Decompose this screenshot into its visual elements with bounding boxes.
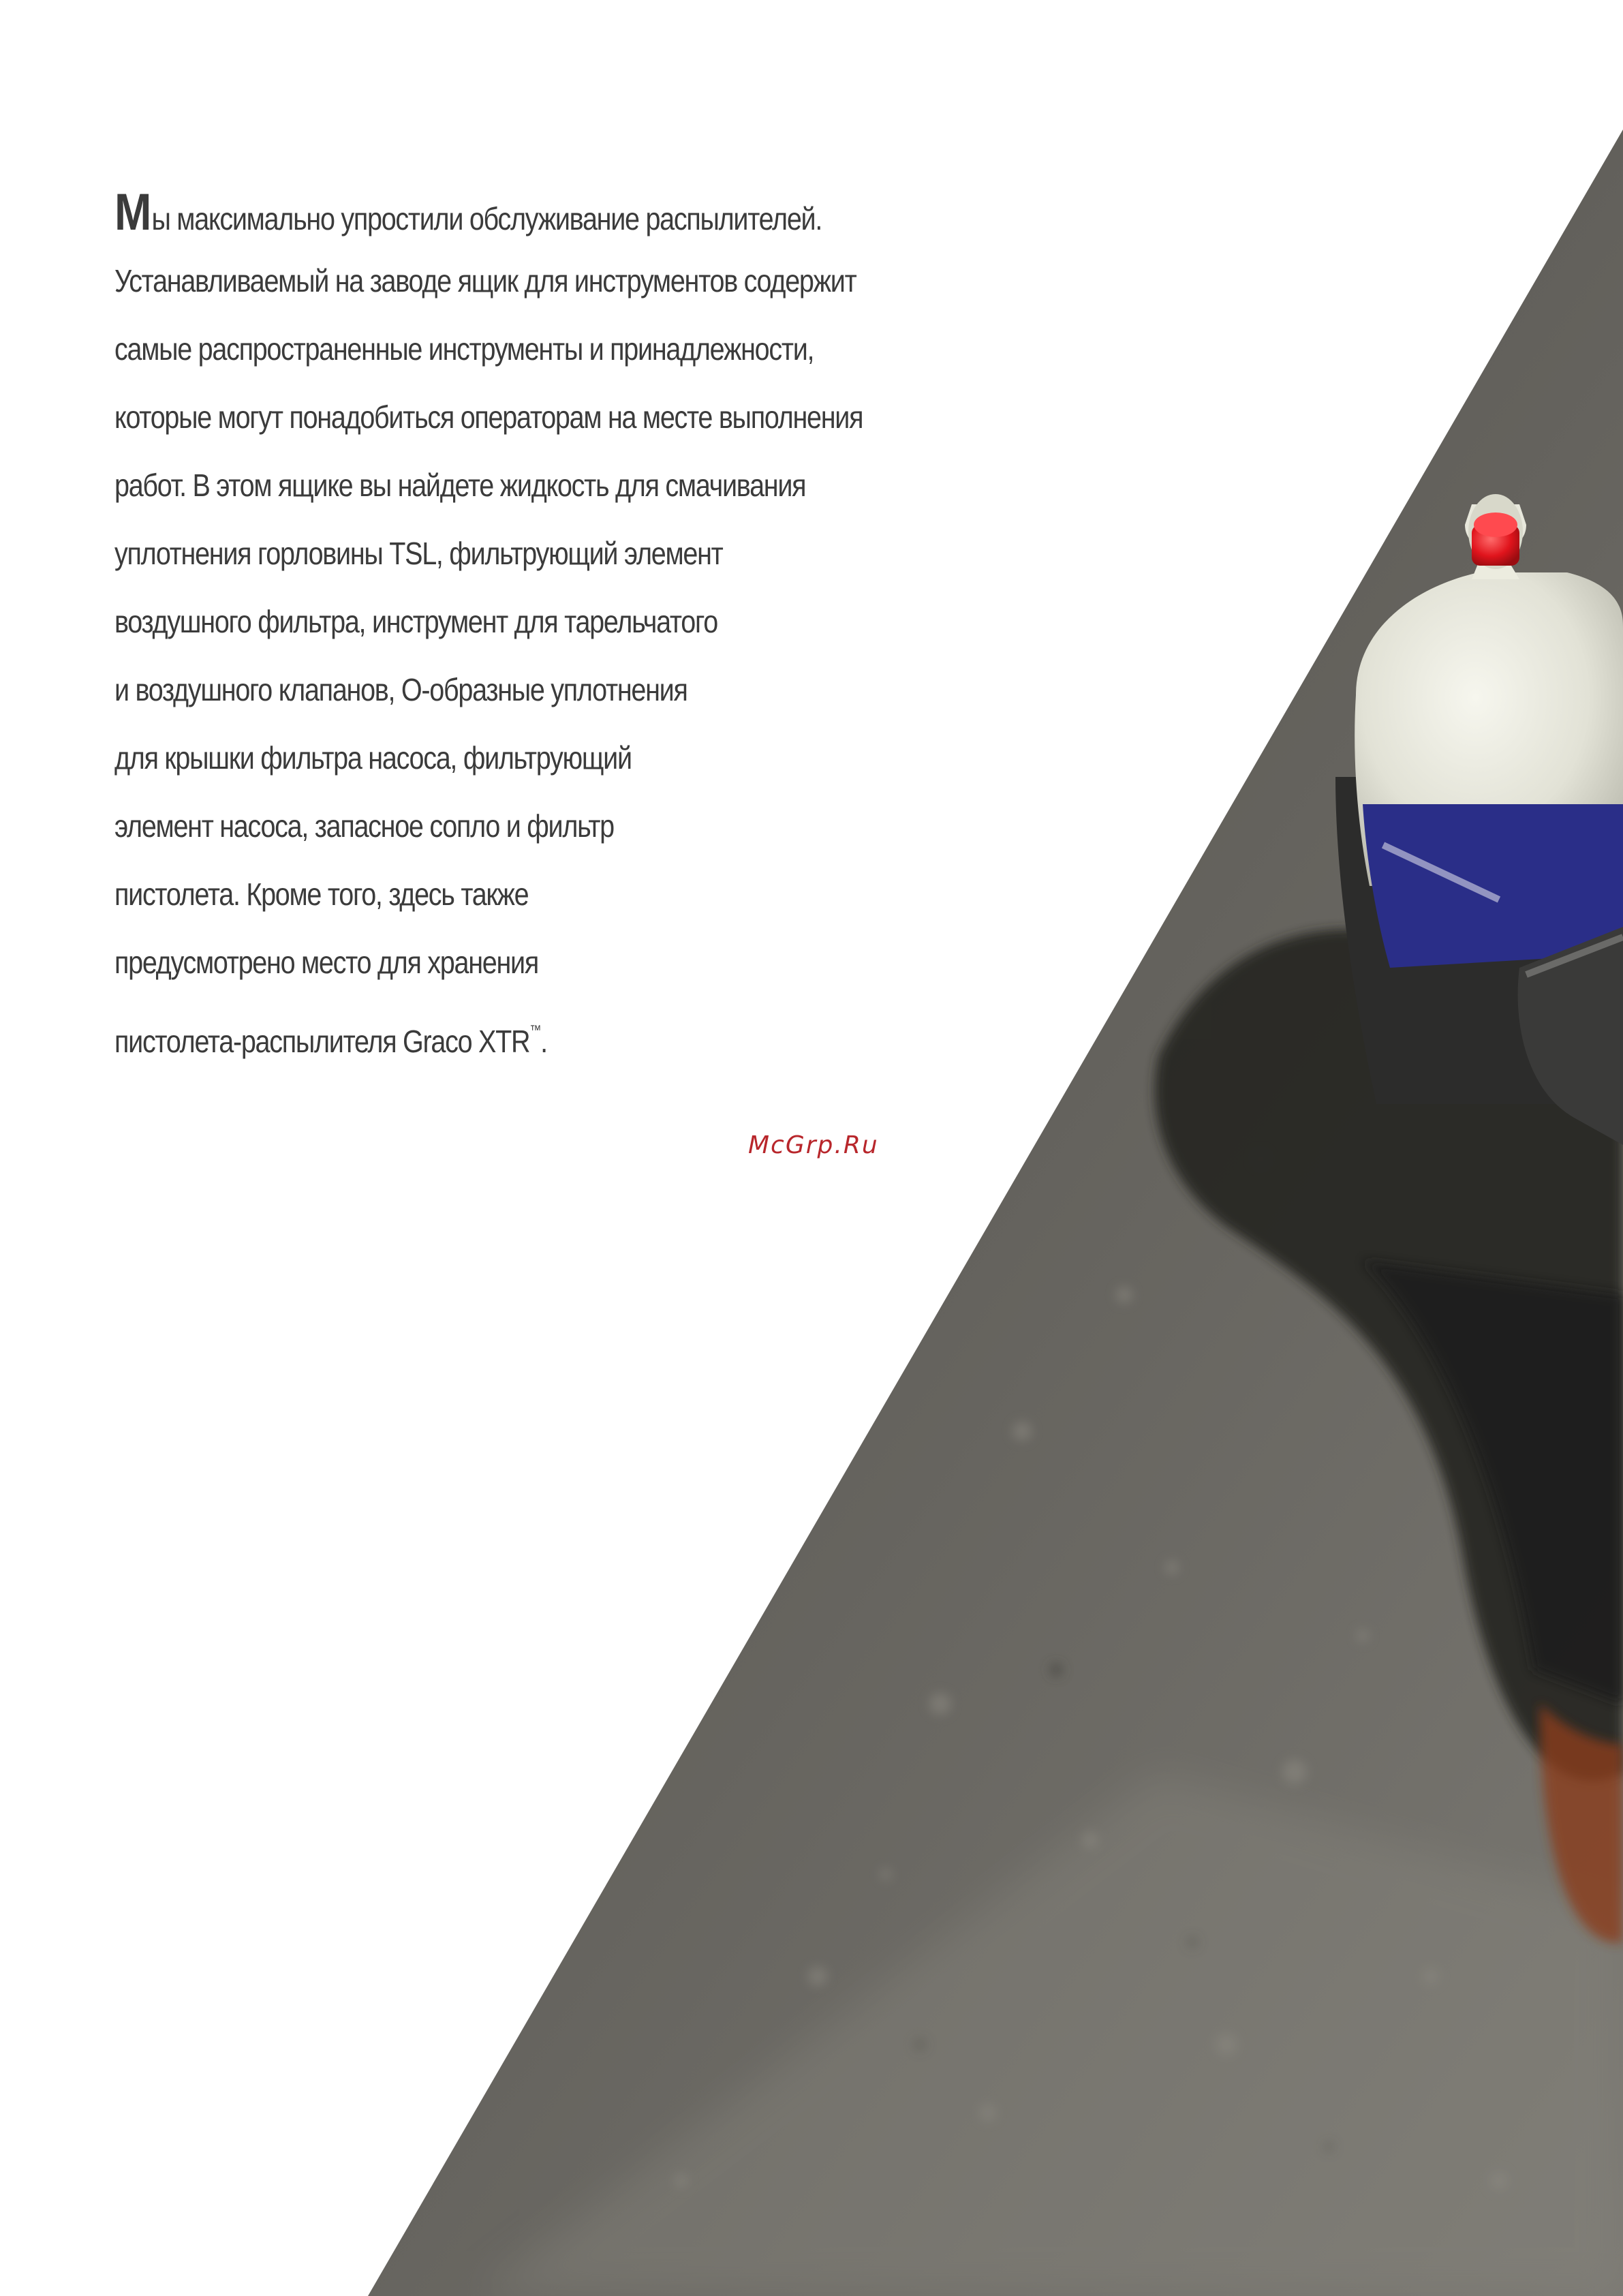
text-line: элемент насоса, запасное сопло и фильтр xyxy=(114,808,614,844)
text-line: воздушного фильтра, инструмент для тарельчатого xyxy=(114,604,717,639)
drop-cap: М xyxy=(114,183,152,241)
text-line: работ. В этом ящике вы найдете жидкость для смачивания xyxy=(114,468,806,503)
text-line: Мы максимально упростили обслуживание распылителей. xyxy=(114,183,822,241)
text-line: предусмотрено место для хранения xyxy=(114,945,538,980)
text-line: пистолета. Кроме того, здесь также xyxy=(114,876,529,912)
text-line: уплотнения горловины TSL, фильтрующий элемент xyxy=(114,536,723,571)
text-line: пистолета-распылителя Graco XTR™. xyxy=(114,1023,547,1059)
text-line: которые могут понадобиться операторам на месте выполнения xyxy=(114,399,863,435)
watermark: McGrp.Ru xyxy=(748,1131,879,1159)
body-text xyxy=(114,179,935,1065)
text-line: Устанавливаемый на заводе ящик для инструментов содержит xyxy=(114,263,856,299)
text-line: и воздушного клапанов, О-образные уплотнения xyxy=(114,672,687,707)
trademark-symbol: ™ xyxy=(529,1023,541,1038)
text-line: для крышки фильтра насоса, фильтрующий xyxy=(114,740,632,776)
text-line: самые распространенные инструменты и принадлежности, xyxy=(114,331,814,367)
